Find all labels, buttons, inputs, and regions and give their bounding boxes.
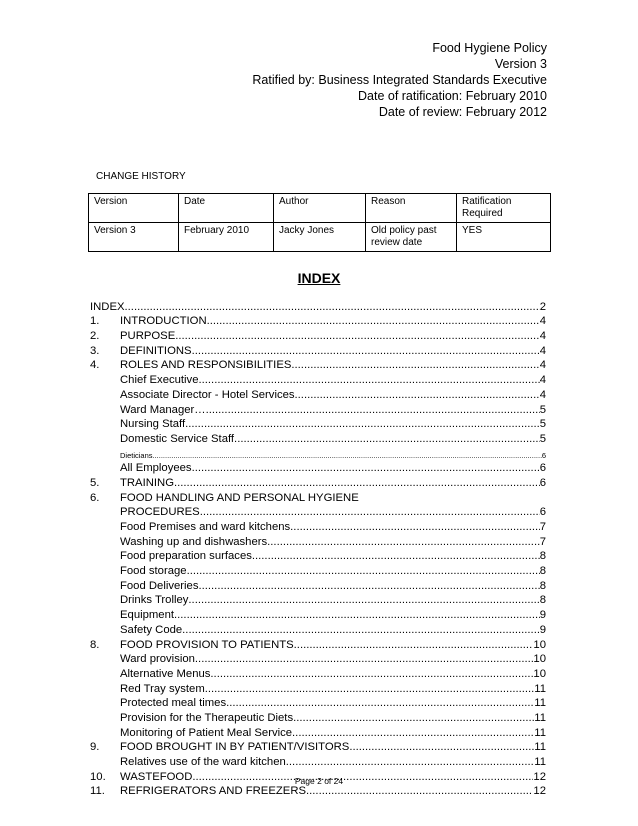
column-header: Reason <box>366 194 457 223</box>
toc-entry-page: 8 <box>539 565 546 578</box>
table-cell: Old policy past review date <box>366 223 457 252</box>
toc-entry-page: 8 <box>539 594 546 607</box>
toc-entry-number: 6. <box>90 491 100 504</box>
toc-leader-dots <box>174 477 540 489</box>
toc-entry[interactable] <box>90 357 546 372</box>
toc-entry-page: 4 <box>539 388 546 401</box>
toc-entry-title: Protected meal times <box>120 697 227 710</box>
column-header: Date <box>179 194 274 223</box>
toc-entry-title: INTRODUCTION <box>120 315 207 328</box>
column-header: Version <box>89 194 179 223</box>
toc-entry-page: 9 <box>539 623 546 636</box>
toc-leader-dots <box>174 609 540 621</box>
toc-entry-number: 11. <box>90 785 105 798</box>
toc-leader-dots <box>185 418 540 430</box>
toc-entry-number: 8. <box>90 638 100 651</box>
toc-entry-title: Dieticians <box>120 450 153 460</box>
toc-entry-page: 6 <box>539 506 546 519</box>
change-history-table <box>88 193 551 252</box>
toc-entry[interactable] <box>90 401 546 416</box>
toc-entry-title: FOOD BROUGHT IN BY PATIENT/VISITORS <box>120 741 350 754</box>
toc-entry-page: 10 <box>533 653 546 666</box>
toc-leader-dots <box>295 389 540 401</box>
toc-leader-dots <box>289 756 534 768</box>
toc-entry-page: 11 <box>534 697 546 710</box>
toc-entry[interactable] <box>90 592 546 607</box>
toc-entry-title: Food preparation surfaces <box>120 550 252 563</box>
toc-entry-title: TRAINING <box>120 476 174 489</box>
toc-leader-dots <box>195 653 534 665</box>
toc-entry[interactable] <box>90 621 546 636</box>
toc-entry[interactable] <box>90 489 546 504</box>
table-cell: February 2010 <box>179 223 274 252</box>
toc-entry-page: 11 <box>534 756 546 768</box>
toc-entry-page: 12 <box>533 785 546 798</box>
toc-entry-title: Safety Code <box>120 623 183 636</box>
header-line: Ratified by: Business Integrated Standards Executive <box>252 73 547 87</box>
toc-entry-page: 4 <box>539 374 546 387</box>
toc-entry-number: 10. <box>90 770 106 783</box>
toc-entry-page: 7 <box>539 521 546 533</box>
toc-entry-page: 10 <box>533 667 546 680</box>
toc-entry-page: 8 <box>539 550 546 563</box>
toc-entry-title: PROCEDURES <box>120 506 200 519</box>
toc-leader-dots <box>205 683 535 695</box>
toc-entry-title: Drinks Trolley <box>120 594 189 607</box>
toc-entry[interactable] <box>90 416 546 431</box>
toc-entry-number: 4. <box>90 359 100 372</box>
column-header: Author <box>274 194 366 223</box>
toc-entry-title: Equipment <box>120 609 175 622</box>
toc-entry-page: 4 <box>539 315 546 328</box>
toc-entry-title: Chief Executive <box>120 374 199 387</box>
header-line: Date of ratification: February 2010 <box>358 89 547 103</box>
toc-leader-dots <box>237 433 540 445</box>
toc-entry-page: 11 <box>534 726 546 739</box>
toc-entry-page: 9 <box>539 609 546 622</box>
toc-entry[interactable] <box>90 577 546 592</box>
toc-entry-title: DEFINITIONS <box>120 344 192 357</box>
toc-leader-dots <box>267 536 540 548</box>
toc-entry[interactable] <box>90 724 546 739</box>
toc-entry-page: 6 <box>539 476 546 489</box>
toc-entry[interactable] <box>90 680 546 695</box>
toc-leader-dots <box>290 521 540 533</box>
toc-entry-page: 11 <box>534 711 546 724</box>
toc-entry-page: 5 <box>539 432 546 445</box>
toc-entry[interactable] <box>90 548 546 563</box>
toc-leader-dots <box>306 785 533 797</box>
toc-entry[interactable] <box>90 445 546 460</box>
toc-entry[interactable] <box>90 342 546 357</box>
toc-entry[interactable] <box>90 562 546 577</box>
toc-entry[interactable] <box>90 504 546 519</box>
toc-entry-title: Red Tray system <box>120 682 205 695</box>
index-title: INDEX <box>297 270 341 286</box>
toc-leader-dots <box>200 506 540 518</box>
toc-entry[interactable] <box>90 533 546 548</box>
page-footer: Page 2 of 24 <box>294 776 344 786</box>
toc-entry-title: Associate Director - Hotel Services <box>120 388 295 401</box>
toc-entry-title: All Employees <box>120 462 192 475</box>
toc-entry-title: ROLES AND RESPONSIBILITIES <box>120 359 292 372</box>
toc-entry-title: WASTEFOOD <box>120 770 193 783</box>
toc-entry-page: 6 <box>539 462 546 475</box>
toc-leader-dots <box>291 359 539 371</box>
toc-entry-page: 4 <box>539 359 546 372</box>
toc-leader-dots <box>206 404 540 416</box>
toc-leader-dots <box>226 697 534 709</box>
toc-entry[interactable] <box>90 474 546 489</box>
toc-entry-page: 11 <box>534 741 546 754</box>
toc-entry-page: 8 <box>539 579 546 592</box>
toc-entry[interactable] <box>90 386 546 401</box>
toc-entry[interactable] <box>90 651 546 666</box>
toc-leader-dots <box>292 727 534 739</box>
toc-leader-dots <box>198 580 539 592</box>
toc-entry-title: Domestic Service Staff. <box>120 432 238 445</box>
change-history-title: CHANGE HISTORY <box>96 171 186 182</box>
toc-entry[interactable] <box>90 695 546 710</box>
toc-leader-dots <box>182 624 540 636</box>
toc-entry[interactable] <box>90 753 546 768</box>
toc-entry-title: Nursing Staff <box>120 418 186 431</box>
toc-entry-page: 4 <box>539 330 546 343</box>
toc-entry-title: Alternative Menus <box>120 667 211 680</box>
table-of-contents <box>90 298 546 797</box>
toc-entry[interactable] <box>90 313 546 328</box>
toc-leader-dots <box>192 345 540 357</box>
table-row <box>89 223 551 252</box>
toc-entry-page: 11 <box>534 682 546 695</box>
toc-entry[interactable] <box>90 298 546 313</box>
toc-entry-title: Provision for the Therapeutic Diets <box>120 711 294 724</box>
header-line: Version 3 <box>494 57 547 71</box>
toc-entry-title: REFRIGERATORS AND FREEZERS <box>120 785 307 798</box>
toc-entry-page: 6 <box>541 450 546 460</box>
toc-entry-title: Food Premises and ward kitchens <box>120 521 291 533</box>
toc-leader-dots <box>125 301 540 313</box>
toc-leader-dots <box>175 330 539 342</box>
toc-entry[interactable] <box>90 636 546 651</box>
toc-entry-page: 2 <box>539 300 546 313</box>
toc-entry-title: Monitoring of Patient Meal Service <box>120 726 293 739</box>
table-cell: YES <box>457 223 551 252</box>
toc-entry[interactable] <box>90 606 546 621</box>
toc-entry-title: FOOD HANDLING AND PERSONAL HYGIENE <box>120 491 359 504</box>
toc-entry[interactable] <box>90 739 546 754</box>
toc-entry-title: Food Deliveries <box>120 579 199 592</box>
toc-entry-title: Food storage <box>120 565 187 578</box>
toc-leader-dots <box>199 374 540 386</box>
toc-leader-dots <box>252 550 540 562</box>
document-header <box>252 40 547 120</box>
toc-leader-dots <box>187 565 540 577</box>
toc-entry-title: Ward provision <box>120 653 195 666</box>
toc-leader-dots <box>349 741 534 753</box>
table-cell: Version 3 <box>89 223 179 252</box>
table-cell: Jacky Jones <box>274 223 366 252</box>
toc-leader-dots <box>153 451 542 460</box>
toc-leader-dots <box>210 668 533 680</box>
toc-entry-number: 1. <box>90 315 100 328</box>
toc-entry-page: 10 <box>533 638 546 651</box>
toc-entry-page: 7 <box>539 535 546 548</box>
toc-entry-page: 4 <box>539 344 546 357</box>
toc-leader-dots <box>192 462 540 474</box>
toc-leader-dots <box>293 712 534 724</box>
toc-entry-number: 3. <box>90 344 100 357</box>
toc-entry-title: Ward Manager… <box>120 403 206 416</box>
toc-entry-number: 5. <box>90 476 100 489</box>
toc-entry-title: Washing up and dishwashers <box>120 535 268 548</box>
header-line: Food Hygiene Policy <box>432 41 547 55</box>
toc-entry[interactable] <box>90 709 546 724</box>
toc-entry[interactable] <box>90 518 546 533</box>
table-header-row <box>89 194 551 223</box>
toc-entry[interactable] <box>90 460 546 475</box>
header-line: Date of review: February 2012 <box>378 105 547 119</box>
toc-leader-dots <box>207 315 540 327</box>
toc-entry-title: Relatives use of the ward kitchen. <box>120 756 289 768</box>
toc-entry[interactable] <box>90 430 546 445</box>
toc-entry[interactable] <box>90 665 546 680</box>
toc-entry[interactable] <box>90 327 546 342</box>
toc-entry-title: FOOD PROVISION TO PATIENTS <box>120 638 294 651</box>
toc-leader-dots <box>294 639 534 651</box>
toc-leader-dots <box>188 594 539 606</box>
toc-entry[interactable] <box>90 371 546 386</box>
toc-entry-page: 5 <box>539 418 546 431</box>
toc-entry-page: 5 <box>539 403 546 416</box>
column-header: Ratification Required <box>457 194 551 223</box>
toc-entry-number: 9. <box>90 741 100 754</box>
toc-entry-title: PURPOSE <box>120 330 176 343</box>
toc-entry-page: 12 <box>533 770 546 783</box>
toc-entry-number: 2. <box>90 330 100 343</box>
toc-entry-title: INDEX <box>90 300 125 313</box>
